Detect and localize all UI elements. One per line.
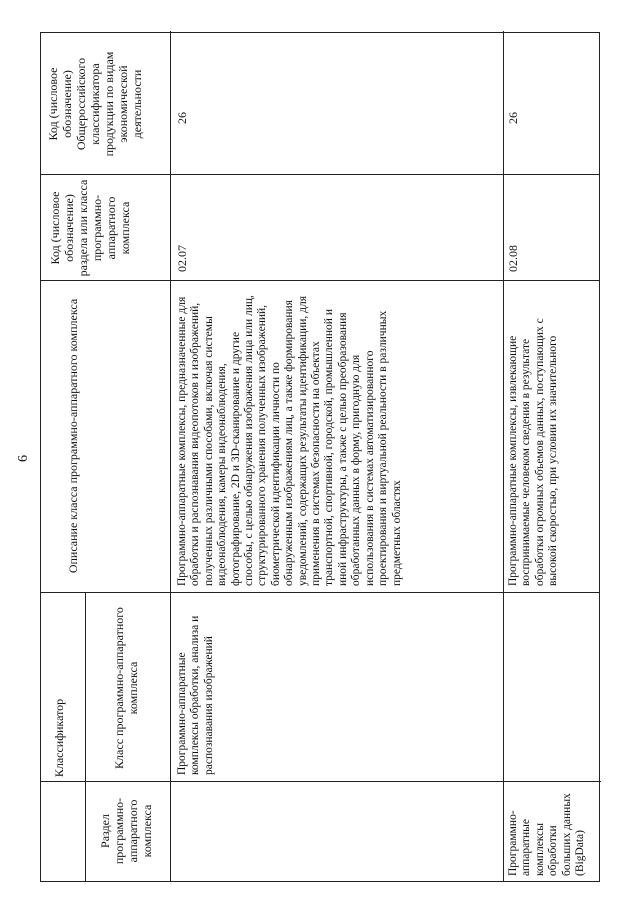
sub-col-border [85, 781, 170, 782]
row1-description: Программно-аппаратные комплексы, предназначенные для обработки и распознавания видеопотоков и изображений, полученных различными способами, включая системы видеонаблюдения, камеры видеонаблюдения, фотографирование, 2D и 3D-сканирование и другие способы, с целью обнаружения изображения лица или лиц, структурированного хранения полученных изображений, биометрической идентификации личности по обнаруженным изображениям лиц, а также формирования уведомлений, содержащих результаты идентификации, для применения в системах безопасности на объектах транспортной, спортивной, городской, промышленной и иной инфраструктуры, а также с целью преобразования обработанных данных в форму, пригодную для использования в системах автоматизированного проектирования и виртуальной реальности в различных предметных областях [176, 295, 403, 586]
row2-description: Программно-аппаратные комплексы, извлекающие воспринимаемые человеком сведения в результате обработки огромных объемов данных, поступающих с высокой скоростью, при условии их значительного [507, 318, 560, 586]
header-split-line [85, 593, 86, 881]
row1-code: 02.07 [175, 245, 189, 272]
col-border [170, 781, 601, 782]
row2-code: 02.08 [506, 245, 520, 272]
row1-okved: 26 [175, 112, 189, 124]
col-border [41, 174, 599, 175]
header-class: Класс программно-аппаратного комплекса [112, 607, 140, 769]
row-separator [503, 31, 504, 881]
row2-section: Программно-аппаратные комплексы обработки больших данных (BigData) [507, 793, 587, 876]
col-border [41, 592, 599, 593]
header-code-section: Код (числовое обозначение) раздела или класса программно-аппаратного комплекса [48, 179, 132, 277]
header-classifier: Классификатор [52, 698, 66, 778]
header-bottom-line [170, 31, 171, 881]
header-section: Раздел программно-аппаратного комплекса [98, 797, 154, 865]
page-number: 6 [16, 455, 31, 462]
row1-class: Программно-аппаратные комплексы обработки, анализа и распознавания изображений [176, 615, 215, 775]
header-code-okved: Код (числовое обозначение) Общероссийского классификатора продукции по видам экономической деятельности [46, 51, 144, 157]
col-border [41, 280, 599, 281]
rotated-table-sheet [16, 32, 600, 882]
header-description: Описание класса программно-аппаратного комплекса [66, 298, 80, 574]
row2-okved: 26 [506, 112, 520, 124]
